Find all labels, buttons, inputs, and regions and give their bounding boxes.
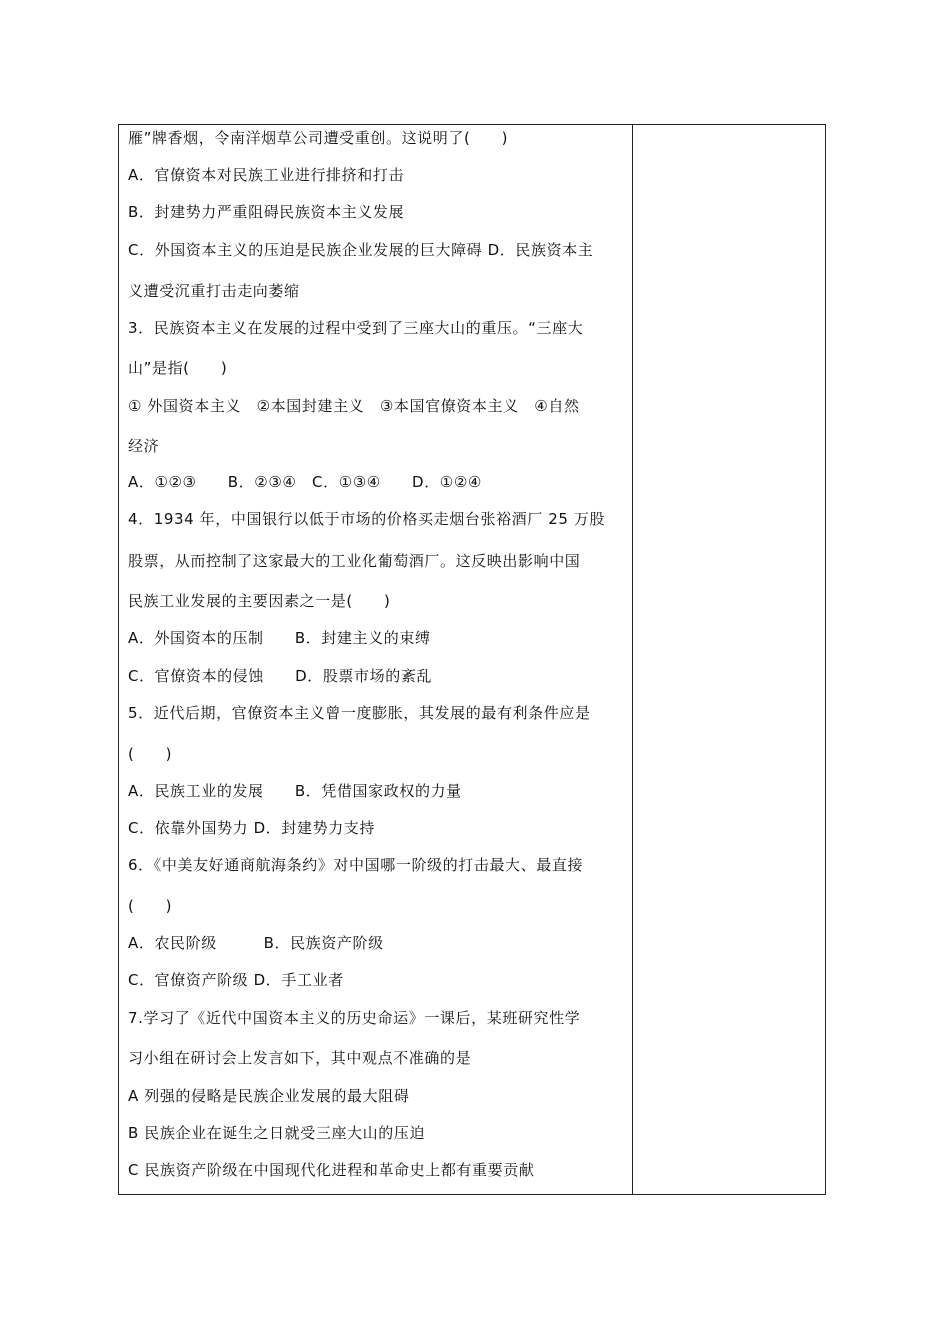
text-line: ① 外国资本主义 ②本国封建主义 ③本国官僚资本主义 ④自然	[128, 397, 580, 415]
option-line: A．外国资本的压制 B．封建主义的束缚	[128, 629, 431, 647]
option-line: C．官僚资本的侵蚀 D．股票市场的紊乱	[128, 667, 433, 685]
text-line: 民族工业发展的主要因素之一是( )	[128, 592, 391, 610]
option-line: C．外国资本主义的压迫是民族企业发展的巨大障碍 D．民族资本主	[128, 241, 594, 259]
question-6: 6．《中美友好通商航海条约》对中国哪一阶级的打击最大、最直接	[128, 856, 584, 874]
notes-column	[633, 125, 825, 1194]
question-table	[118, 124, 826, 1195]
text-line: ( )	[128, 745, 173, 763]
option-line: C 民族资产阶级在中国现代化进程和革命史上都有重要贡献	[128, 1161, 535, 1179]
question-5: 5．近代后期，官僚资本主义曾一度膨胀，其发展的最有利条件应是	[128, 704, 591, 722]
text-line: 经济	[128, 437, 160, 455]
option-line: C．依靠外国势力 D．封建势力支持	[128, 819, 375, 837]
text-line: 雁”牌香烟，令南洋烟草公司遭受重创。这说明了( )	[128, 129, 509, 147]
question-3: 3．民族资本主义在发展的过程中受到了三座大山的重压。“三座大	[128, 319, 584, 337]
option-line: C．官僚资产阶级 D．手工业者	[128, 971, 344, 989]
option-line: A．①②③ B．②③④ C．①③④ D．①②④	[128, 473, 482, 491]
text-line: 股票，从而控制了这家最大的工业化葡萄酒厂。这反映出影响中国	[128, 552, 581, 570]
option-line: A．民族工业的发展 B．凭借国家政权的力量	[128, 782, 462, 800]
option-line: A．农民阶级 B．民族资产阶级	[128, 934, 384, 952]
question-7: 7.学习了《近代中国资本主义的历史命运》一课后，某班研究性学	[128, 1009, 581, 1027]
option-line: B 民族企业在诞生之日就受三座大山的压迫	[128, 1124, 426, 1142]
question-4: 4．1934 年，中国银行以低于市场的价格买走烟台张裕酒厂 25 万股	[128, 510, 606, 528]
text-line: 山”是指( )	[128, 359, 228, 377]
text-line: ( )	[128, 897, 173, 915]
text-line: 习小组在研讨会上发言如下，其中观点不准确的是	[128, 1049, 472, 1067]
option-line: 义遭受沉重打击走向萎缩	[128, 282, 300, 300]
option-line: A 列强的侵略是民族企业发展的最大阻碍	[128, 1087, 410, 1105]
option-line: A．官僚资本对民族工业进行排挤和打击	[128, 166, 405, 184]
option-line: B．封建势力严重阻碍民族资本主义发展	[128, 203, 405, 221]
